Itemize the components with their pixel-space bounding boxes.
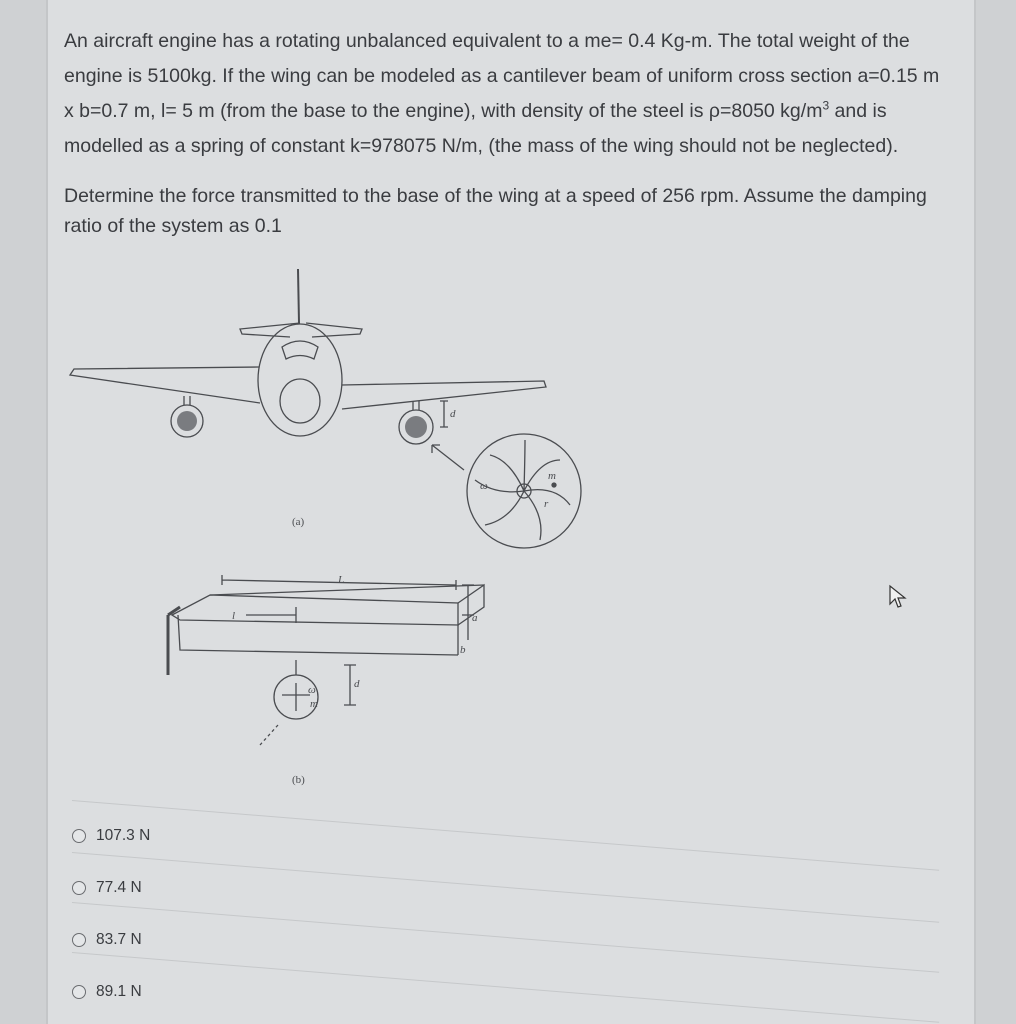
question-text-part: and is modelled as a spring of constant k=978075 N/m, (the mass of the wing should not be neglected).: [64, 100, 899, 157]
label-a: a: [472, 612, 478, 624]
label-L: L: [338, 574, 345, 586]
question-text: [64, 24, 954, 241]
option-label: 89.1 N: [96, 983, 142, 1000]
mouse-cursor-icon: [888, 584, 908, 615]
answer-option-1[interactable]: [72, 810, 942, 862]
radio-button[interactable]: [72, 985, 86, 999]
figure-label-b: (b): [292, 774, 305, 786]
question-text-part: An aircraft engine has a rotating unbalanced equivalent to a me= 0.4 Kg-m. The total weight of the engine is 5100kg. If the wing can be modeled as a cantilever beam of uniform cross section a=0.15 m x b=0.7 m, l= 5 m (from the base to the engine), with density of the steel is ρ=8050 kg/m: [64, 30, 940, 122]
label-d-bottom: d: [354, 678, 360, 690]
label-r-top: r: [544, 498, 549, 510]
aircraft-wing-diagram: [60, 255, 600, 795]
figure-label-a: (a): [292, 516, 305, 528]
cantilever-beam-drawing: [168, 575, 484, 745]
question-paragraph-1: [64, 24, 954, 164]
airplane-drawing: [70, 269, 581, 548]
figure: [60, 255, 600, 795]
radio-button[interactable]: [72, 829, 86, 843]
label-omega-top: ω: [480, 480, 488, 492]
radio-button[interactable]: [72, 881, 86, 895]
label-m-bottom: m: [310, 698, 318, 710]
option-label: 77.4 N: [96, 879, 142, 896]
superscript: 3: [822, 98, 830, 113]
label-m-top: m: [548, 470, 556, 482]
label-omega-bottom: ω: [308, 684, 316, 696]
answer-option-2[interactable]: [72, 862, 942, 914]
question-paragraph-2: Determine the force transmitted to the base of the wing at a speed of 256 rpm. Assume the damping ratio of the system as 0.1: [64, 185, 927, 237]
answer-option-4[interactable]: [72, 966, 942, 1018]
answer-option-3[interactable]: [72, 914, 942, 966]
option-label: 83.7 N: [96, 931, 142, 948]
answer-options: [72, 810, 942, 1018]
label-b: b: [460, 644, 466, 656]
option-label: 107.3 N: [96, 827, 151, 844]
label-d-top: d: [450, 408, 456, 420]
label-l: l: [232, 610, 236, 622]
radio-button[interactable]: [72, 933, 86, 947]
